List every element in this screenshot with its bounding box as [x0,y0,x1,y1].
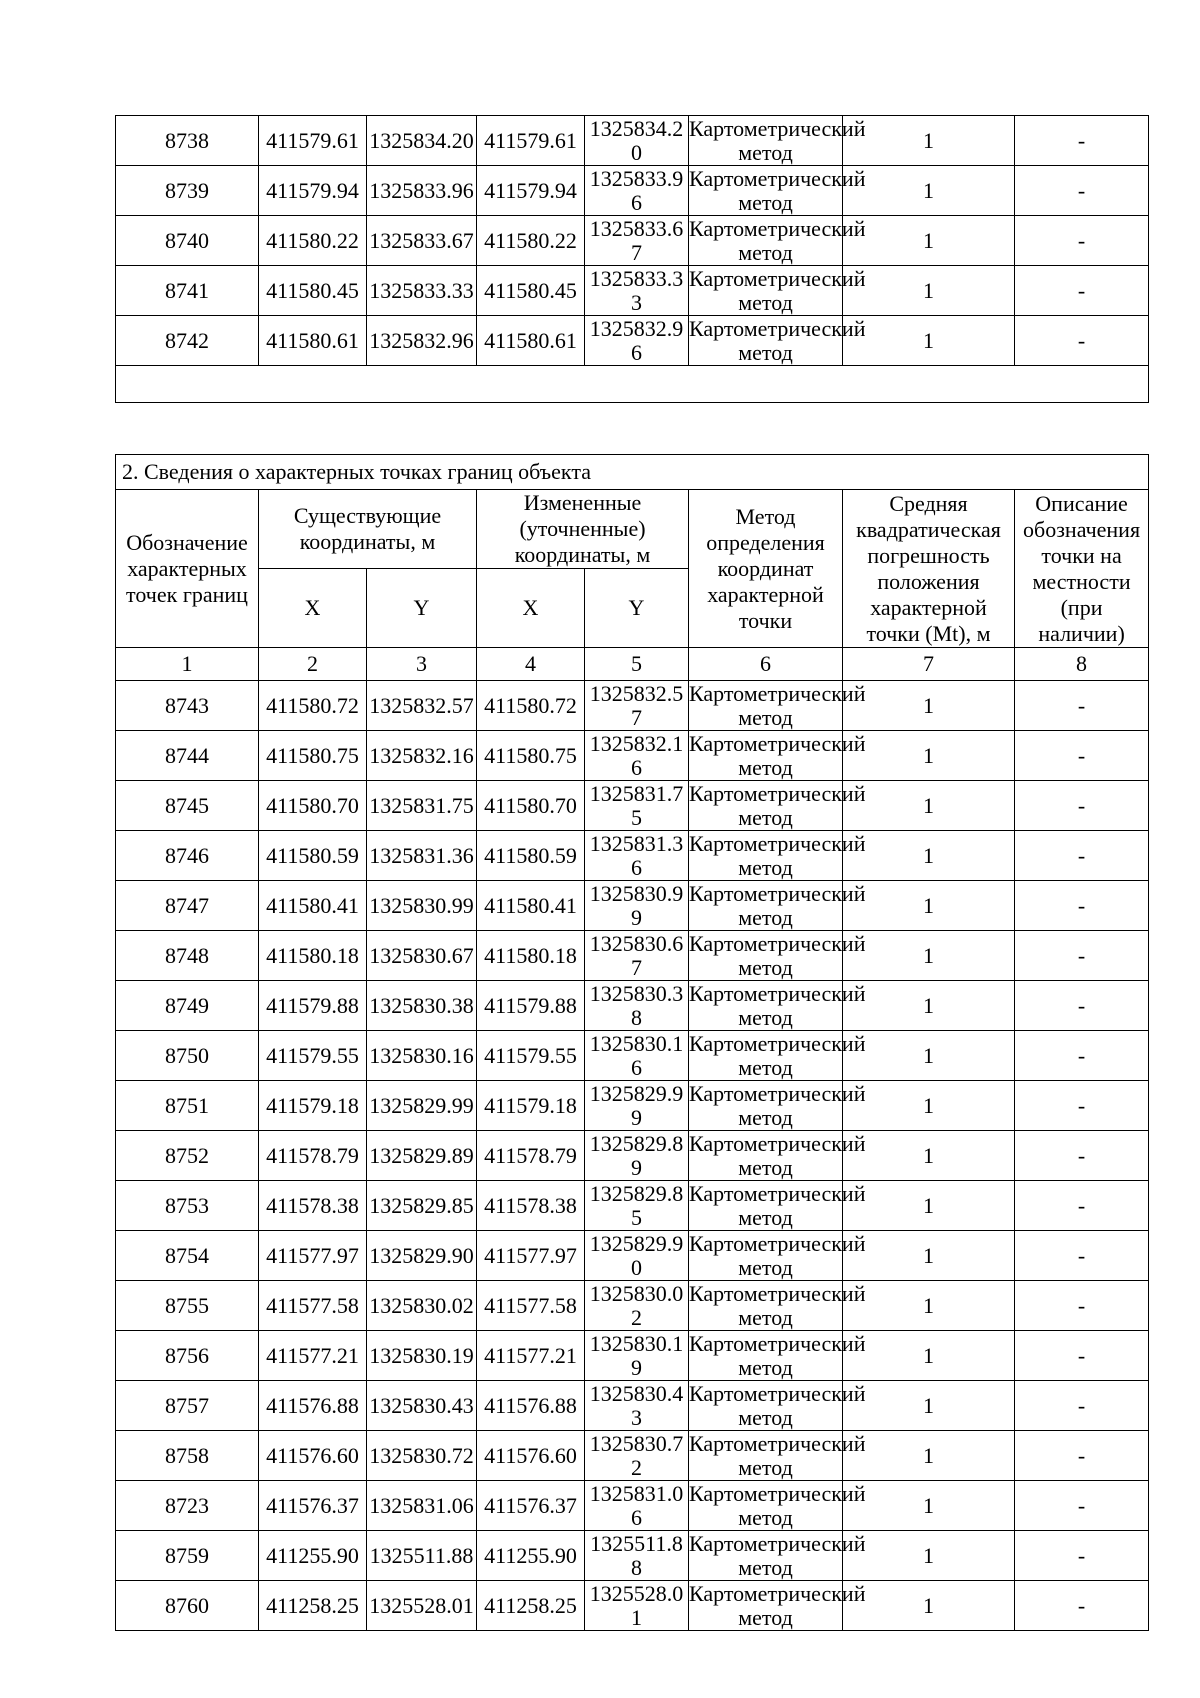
point-number-cell: 8745 [116,781,259,831]
point-number-cell: 8747 [116,881,259,931]
continuation-table [115,115,1149,403]
empty-row [116,366,1149,403]
existing-y-cell: 1325830.67 [367,931,477,981]
mt-cell: 1 [843,1231,1015,1281]
existing-x-cell: 411580.41 [259,881,367,931]
mt-cell: 1 [843,1181,1015,1231]
description-cell: - [1015,216,1149,266]
table-row [116,1081,1149,1131]
column-number: 8 [1015,648,1149,681]
existing-y-cell: 1325528.01 [367,1581,477,1631]
changed-x-cell: 411580.59 [477,831,585,881]
existing-x-cell: 411580.22 [259,216,367,266]
existing-y-cell: 1325830.16 [367,1031,477,1081]
point-number-cell: 8759 [116,1531,259,1581]
changed-y-cell: 1325830.38 [585,981,689,1031]
mt-cell: 1 [843,266,1015,316]
boundary-points-table [115,454,1149,1631]
mt-cell: 1 [843,166,1015,216]
changed-x-cell: 411576.88 [477,1381,585,1431]
changed-y-cell: 1325830.19 [585,1331,689,1381]
boundary-points-table-body [116,681,1149,1631]
existing-y-cell: 1325831.36 [367,831,477,881]
changed-y-cell: 1325829.90 [585,1231,689,1281]
mt-cell: 1 [843,1331,1015,1381]
header-existing-coords: Существующие координаты, м [259,490,477,569]
method-cell: Картометрический метод [689,265,866,315]
point-number-cell: 8757 [116,1381,259,1431]
empty-cell [116,366,1149,403]
description-cell: - [1015,316,1149,366]
method-cell: Картометрический метод [689,1130,866,1180]
changed-y-cell: 1325831.06 [585,1481,689,1531]
changed-x-cell: 411580.61 [477,316,585,366]
method-cell: Картометрический метод [689,1480,866,1530]
point-number-cell: 8758 [116,1431,259,1481]
changed-y-cell: 1325831.36 [585,831,689,881]
existing-y-cell: 1325833.67 [367,216,477,266]
point-number-cell: 8738 [116,116,259,166]
point-number-cell: 8748 [116,931,259,981]
method-cell: Картометрический метод [689,215,866,265]
method-cell: Картометрический метод [689,1280,866,1330]
description-cell: - [1015,1081,1149,1131]
existing-x-cell: 411580.75 [259,731,367,781]
mt-cell: 1 [843,731,1015,781]
point-number-cell: 8750 [116,1031,259,1081]
mt-cell: 1 [843,116,1015,166]
description-cell: - [1015,1131,1149,1181]
column-numbers-row [116,648,1149,681]
table-row [116,1231,1149,1281]
method-cell: Картометрический метод [689,1430,866,1480]
changed-x-cell: 411577.58 [477,1281,585,1331]
method-cell: Картометрический метод [689,680,866,730]
point-number-cell: 8744 [116,731,259,781]
mt-cell: 1 [843,1581,1015,1631]
existing-y-cell: 1325830.72 [367,1431,477,1481]
table-row [116,216,1149,266]
table-row [116,1431,1149,1481]
existing-y-cell: 1325833.33 [367,266,477,316]
mt-cell: 1 [843,981,1015,1031]
changed-y-cell: 1325830.43 [585,1381,689,1431]
table-row [116,981,1149,1031]
changed-y-cell: 1325830.16 [585,1031,689,1081]
method-cell: Картометрический метод [689,730,866,780]
table-row [116,266,1149,316]
existing-x-cell: 411580.72 [259,681,367,731]
mt-cell: 1 [843,1281,1015,1331]
point-number-cell: 8746 [116,831,259,881]
existing-y-cell: 1325830.19 [367,1331,477,1381]
changed-y-cell: 1325832.96 [585,316,689,366]
column-number: 6 [689,648,843,681]
table-row [116,781,1149,831]
existing-y-cell: 1325834.20 [367,116,477,166]
table-row [116,1281,1149,1331]
changed-y-cell: 1325830.72 [585,1431,689,1481]
existing-y-cell: 1325831.06 [367,1481,477,1531]
column-number: 2 [259,648,367,681]
changed-x-cell: 411580.18 [477,931,585,981]
description-cell: - [1015,1231,1149,1281]
point-number-cell: 8755 [116,1281,259,1331]
mt-cell: 1 [843,931,1015,981]
header-row [116,490,1149,569]
table-row [116,831,1149,881]
existing-x-cell: 411580.70 [259,781,367,831]
continuation-table-body [116,116,1149,366]
existing-y-cell: 1325833.96 [367,166,477,216]
point-number-cell: 8743 [116,681,259,731]
point-number-cell: 8760 [116,1581,259,1631]
table-row [116,881,1149,931]
point-number-cell: 8754 [116,1231,259,1281]
description-cell: - [1015,166,1149,216]
existing-x-cell: 411579.55 [259,1031,367,1081]
point-number-cell: 8742 [116,316,259,366]
method-cell: Картометрический метод [689,1380,866,1430]
existing-x-cell: 411577.21 [259,1331,367,1381]
mt-cell: 1 [843,881,1015,931]
column-number: 7 [843,648,1015,681]
changed-y-cell: 1325511.88 [585,1531,689,1581]
table-row [116,931,1149,981]
description-cell: - [1015,1581,1149,1631]
existing-y-cell: 1325829.89 [367,1131,477,1181]
table-row [116,316,1149,366]
table-row [116,1181,1149,1231]
description-cell: - [1015,781,1149,831]
existing-x-cell: 411576.60 [259,1431,367,1481]
changed-y-cell: 1325833.96 [585,166,689,216]
existing-y-cell: 1325832.16 [367,731,477,781]
mt-cell: 1 [843,216,1015,266]
existing-x-cell: 411577.97 [259,1231,367,1281]
point-number-cell: 8753 [116,1181,259,1231]
table-row [116,681,1149,731]
description-cell: - [1015,1181,1149,1231]
existing-x-cell: 411577.58 [259,1281,367,1331]
point-number-cell: 8756 [116,1331,259,1381]
existing-y-cell: 1325830.02 [367,1281,477,1331]
existing-y-cell: 1325830.38 [367,981,477,1031]
method-cell: Картометрический метод [689,1080,866,1130]
table-row [116,1131,1149,1181]
method-cell: Картометрический метод [689,1180,866,1230]
method-cell: Картометрический метод [689,930,866,980]
point-number-cell: 8752 [116,1131,259,1181]
table-row [116,731,1149,781]
description-cell: - [1015,881,1149,931]
changed-y-cell: 1325829.85 [585,1181,689,1231]
method-cell: Картометрический метод [689,1580,866,1630]
description-cell: - [1015,1431,1149,1481]
description-cell: - [1015,1531,1149,1581]
changed-y-cell: 1325830.99 [585,881,689,931]
column-number: 1 [116,648,259,681]
changed-x-cell: 411577.97 [477,1231,585,1281]
changed-x-cell: 411576.60 [477,1431,585,1481]
existing-x-cell: 411579.18 [259,1081,367,1131]
table-row [116,1581,1149,1631]
mt-cell: 1 [843,681,1015,731]
mt-cell: 1 [843,1531,1015,1581]
description-cell: - [1015,1281,1149,1331]
description-cell: - [1015,931,1149,981]
point-number-cell: 8723 [116,1481,259,1531]
existing-x-cell: 411580.61 [259,316,367,366]
existing-x-cell: 411576.37 [259,1481,367,1531]
method-cell: Картометрический метод [689,315,866,365]
description-cell: - [1015,116,1149,166]
point-number-cell: 8740 [116,216,259,266]
column-number: 5 [585,648,689,681]
changed-x-cell: 411580.45 [477,266,585,316]
changed-x-cell: 411578.38 [477,1181,585,1231]
method-cell: Картометрический метод [689,980,866,1030]
mt-cell: 1 [843,1131,1015,1181]
existing-y-cell: 1325829.99 [367,1081,477,1131]
mt-cell: 1 [843,1481,1015,1531]
method-cell: Картометрический метод [689,1530,866,1580]
existing-y-cell: 1325832.57 [367,681,477,731]
changed-x-cell: 411580.22 [477,216,585,266]
changed-y-cell: 1325831.75 [585,781,689,831]
method-cell: Картометрический метод [689,780,866,830]
column-number: 3 [367,648,477,681]
table-row [116,166,1149,216]
header-mt: Средняя квадратическая погрешность положения характерной точки (Mt), м [843,490,1015,648]
changed-x-cell: 411576.37 [477,1481,585,1531]
point-number-cell: 8739 [116,166,259,216]
section-title-row [116,455,1149,490]
existing-x-cell: 411579.88 [259,981,367,1031]
changed-x-cell: 411258.25 [477,1581,585,1631]
changed-x-cell: 411580.70 [477,781,585,831]
section-title: 2. Сведения о характерных точках границ объекта [116,455,1149,490]
header-existing-x: X [259,569,367,648]
existing-x-cell: 411578.79 [259,1131,367,1181]
changed-x-cell: 411255.90 [477,1531,585,1581]
point-number-cell: 8741 [116,266,259,316]
method-cell: Картометрический метод [689,115,866,165]
changed-y-cell: 1325829.89 [585,1131,689,1181]
changed-x-cell: 411580.72 [477,681,585,731]
method-cell: Картометрический метод [689,830,866,880]
mt-cell: 1 [843,831,1015,881]
description-cell: - [1015,681,1149,731]
method-cell: Картометрический метод [689,880,866,930]
mt-cell: 1 [843,316,1015,366]
mt-cell: 1 [843,1081,1015,1131]
existing-x-cell: 411255.90 [259,1531,367,1581]
method-cell: Картометрический метод [689,165,866,215]
mt-cell: 1 [843,781,1015,831]
changed-x-cell: 411580.75 [477,731,585,781]
changed-y-cell: 1325829.99 [585,1081,689,1131]
changed-x-cell: 411579.55 [477,1031,585,1081]
header-changed-coords: Измененные (уточненные) координаты, м [477,490,689,569]
existing-x-cell: 411580.45 [259,266,367,316]
description-cell: - [1015,981,1149,1031]
changed-x-cell: 411580.41 [477,881,585,931]
changed-x-cell: 411579.88 [477,981,585,1031]
point-number-cell: 8751 [116,1081,259,1131]
existing-y-cell: 1325829.90 [367,1231,477,1281]
changed-y-cell: 1325833.33 [585,266,689,316]
existing-x-cell: 411578.38 [259,1181,367,1231]
changed-y-cell: 1325528.01 [585,1581,689,1631]
changed-x-cell: 411579.61 [477,116,585,166]
existing-x-cell: 411579.61 [259,116,367,166]
changed-y-cell: 1325830.67 [585,931,689,981]
mt-cell: 1 [843,1431,1015,1481]
header-description: Описание обозначения точки на местности (при наличии) [1015,490,1149,648]
description-cell: - [1015,1481,1149,1531]
existing-y-cell: 1325511.88 [367,1531,477,1581]
mt-cell: 1 [843,1031,1015,1081]
table-row [116,1481,1149,1531]
description-cell: - [1015,1031,1149,1081]
header-method: Метод определения координат характерной точки [689,490,843,648]
method-cell: Картометрический метод [689,1230,866,1280]
description-cell: - [1015,831,1149,881]
table-row [116,1381,1149,1431]
existing-y-cell: 1325830.99 [367,881,477,931]
changed-y-cell: 1325834.20 [585,116,689,166]
existing-x-cell: 411580.59 [259,831,367,881]
header-point-designation: Обозначение характерных точек границ [116,490,259,648]
description-cell: - [1015,1331,1149,1381]
changed-x-cell: 411579.18 [477,1081,585,1131]
table-row [116,1031,1149,1081]
header-changed-y: Y [585,569,689,648]
changed-y-cell: 1325833.67 [585,216,689,266]
table-row [116,1531,1149,1581]
column-number: 4 [477,648,585,681]
existing-x-cell: 411576.88 [259,1381,367,1431]
description-cell: - [1015,1381,1149,1431]
existing-y-cell: 1325829.85 [367,1181,477,1231]
header-changed-x: X [477,569,585,648]
table-row [116,116,1149,166]
existing-x-cell: 411579.94 [259,166,367,216]
existing-x-cell: 411258.25 [259,1581,367,1631]
description-cell: - [1015,266,1149,316]
existing-y-cell: 1325831.75 [367,781,477,831]
existing-y-cell: 1325832.96 [367,316,477,366]
method-cell: Картометрический метод [689,1330,866,1380]
changed-x-cell: 411579.94 [477,166,585,216]
description-cell: - [1015,731,1149,781]
method-cell: Картометрический метод [689,1030,866,1080]
table-row [116,1331,1149,1381]
existing-y-cell: 1325830.43 [367,1381,477,1431]
changed-y-cell: 1325832.57 [585,681,689,731]
header-existing-y: Y [367,569,477,648]
point-number-cell: 8749 [116,981,259,1031]
changed-x-cell: 411578.79 [477,1131,585,1181]
mt-cell: 1 [843,1381,1015,1431]
changed-x-cell: 411577.21 [477,1331,585,1381]
changed-y-cell: 1325830.02 [585,1281,689,1331]
existing-x-cell: 411580.18 [259,931,367,981]
changed-y-cell: 1325832.16 [585,731,689,781]
